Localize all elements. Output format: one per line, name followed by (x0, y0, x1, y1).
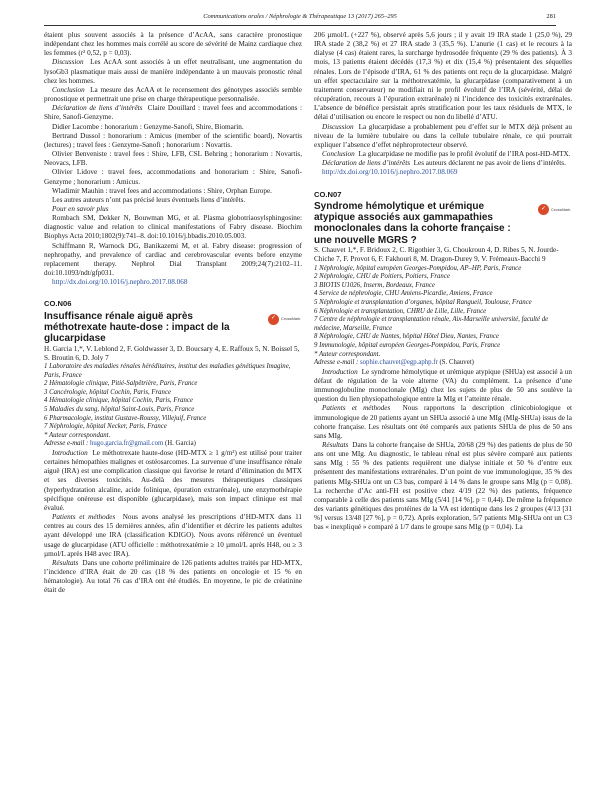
section-label: Discussion (52, 58, 84, 67)
section-label: Introduction (322, 367, 358, 376)
crossmark-icon: ✓ (268, 314, 279, 325)
decl-line: Bertrand Dussol : honorarium : Amicus (member of the scientific board), Novartis (lectures) ; travel fees : Genzyme-Sanofi ; honorarium : Novartis. (44, 131, 302, 149)
affiliation: 4 Hématologie clinique, hôpital Cochin, Paris, France (44, 397, 193, 405)
section-label: Résultats (52, 558, 79, 567)
affiliation: 6 Pharmacologie, institut Gustave-Roussy, Villejuif, France (44, 414, 207, 422)
header-rule (44, 25, 556, 26)
author-list: H. Garcia 1,*, V. Leblond 2, F. Goldwasser 3, D. Boucsary 4, E. Raffoux 5, N. Boissel 5, S. Broutin 6, D. Joly 7 (44, 344, 300, 362)
affiliation: 5 Maladies du sang, hôpital Saint-Louis, Paris, France (44, 406, 195, 414)
affiliation: 1 Néphrologie, hôpital européen Georges-Pompidou, AP–HP, Paris, France (314, 264, 522, 272)
paragraph: Patients et méthodes Nous avons analysé les prescriptions d’HD-MTX dans 11 centres au cours des 15 dernières années, afin d’identifier et décrire les patients adultes ayant développé une IRA (classification KDIGO). Nous avons référencé un éventuel usage de glucarpidase (ATU officielle : méthotrexatémie ≥ 10 µmol/L après H48, ou ≥ 3 µmol/L après H48 avec IRA). (44, 513, 303, 558)
affiliation: * Auteur correspondant. (44, 431, 111, 439)
reference: Rombach SM, Dekker N, Bouwman MG, et al. Plasma globotriaosylsphingosine: diagnostic value and relation to clinical manifestations of Fabry disease. Biochim Biophys Acta 2010;1802(9):741–8. doi:10.1016/j.bbadis.2010.05.003. (44, 214, 302, 241)
paragraph: Conclusion La mesure des AcAA et le recensement des génotypes associés semble pronostique et permettrait une prise en charge thérapeutique personnalisée. (44, 85, 302, 104)
paragraph: Résultats Dans la cohorte française de SHUa, 20/68 (29 %) des patients de plus de 50 ans ont une MIg. Au diagnostic, le tableau rénal est plus sévère comparé aux patients sans MIg : 55 % des patients requièrent une dialyse initiale et 50 % d’entre eux présentent des manifestations extrarénales. D’un point de vue immunologique, 35 % des patients MIg-SHUa ont un C3 bas, comparé à 14 % dans le groupe sans MIg (p = 0,08). La recherche d’Ac anti-FH est positive chez 4/19 (22 %) des patients, fréquence comparable à celle des patients sans MIg (5/41 [14 %], p = 0,44). De même la fréquence des variants génétiques des protéines de la VA est identique dans les 2 groupes (4/13 [31 %] versus 13/48 [27 %], p = 0,72). Après exploration, 5/7 patients MIg-SHUa ont un C3 bas « inexpliqué » comparé à 1/7 dans le groupe sans MIg (p = 0,04). La (314, 440, 573, 532)
section-label: Résultats (322, 440, 349, 449)
paragraph: étaient plus souvent associés à la présence d’AcAA, sans caractère pronostique indépendant chez les hommes mais corrélé au score de sévérité de Mainz cardiaque chez les femmes (r² 0,52, p = 0,03). (44, 31, 302, 58)
affiliation: * Auteur correspondant. (314, 350, 381, 358)
crossmark-label: CrossMark (281, 316, 301, 322)
crossmark-label: CrossMark (551, 206, 571, 212)
affiliation: 2 Hématologie clinique, Pitié-Salpêtrière, Paris, France (44, 380, 198, 388)
page-number: 281 (546, 13, 556, 20)
author-list: S. Chauvet 1,*, F. Bridoux 2, C. Rigothier 3, G. Choukroun 4, D. Ribes 5, N. Jourde-Chiche 7, F. Provot 6, F. Fakhouri 8, M. Dragon-Durey 9, V. Frémeaux-Bacchi 9 (314, 246, 559, 264)
paragraph: 206 µmol/L (+227 %), observé après 5,6 jours ; il y avait 19 IRA stade 1 (25,0 %), 29 IRA stade 2 (38,2 %) et 27 IRA stade 3 (35,5 %). L’anurie (1 cas) et le recours à la dialyse (4 cas) étaient rares, la surcharge hydrosodée fréquente (29 % des patients). À 3 mois, 13 patients étaient décédés (17,3 %) et dix (15,4 %) présentaient des séquelles rénales. Lors de l’épisode d’IRA, 61 % des patients ont reçu de la glucarpidase. Malgré un effet spectaculaire sur la méthotrexatémie, la glucarpidase (comparativement à un traitement conservateur) ne modifiait ni le profil évolutif de l’IRA (sévérité, délai de récupération, recours à l’épuration extrarénale) ni l’incidence des toxicités extrarénales. L’absence de bénéfice persistait après stratification pour les taux résiduels de MTX, le délai d’utilisation ou encore le respect ou non du libellé d’ATU. (314, 31, 572, 122)
journal-citation: Communications orales / Néphrologie & Thérapeutique 13 (2017) 265–295 (203, 13, 397, 20)
section-label: Patients et méthodes (322, 404, 391, 413)
paragraph: Déclaration de liens d’intérêts Les auteurs déclarent ne pas avoir de liens d’intérêts. (322, 159, 566, 168)
section-label: Conclusion (52, 85, 85, 94)
affiliation: 4 Service de néphrologie, CHU Amiens-Picardie, Amiens, France (314, 290, 493, 298)
affiliation: 7 Néphrologie, hôpital Necker, Paris, France (44, 423, 167, 431)
paragraph: Résultats Dans une cohorte préliminaire de 126 patients adultes traités par HD-MTX, l’incidence d’IRA était de 20 cas (18 % des patients en oncologie et 15 % en hématologie). Au total 76 cas d’IRA ont été étudiés. En moyenne, le pic de créatinine était de (44, 558, 303, 595)
section-label: Déclaration de liens d’intérêts (52, 104, 143, 113)
section-label: Patients et méthodes (52, 513, 116, 522)
paragraph: Conclusion La glucarpidase ne modifie pas le profil évolutif de l’IRA post-HD-MTX. (322, 150, 571, 159)
affiliation: 7 Centre de néphrologie et transplantation rénale, Aix-Marseille université, faculté de médecine, Marseille, France (314, 316, 549, 332)
affiliation: 1 Laboratoire des maladies rénales héréditaires, institut des maladies génétiques Imagine, Paris, France (44, 363, 291, 379)
abstract-code: CO.N06 (44, 299, 72, 309)
section-label: Introduction (52, 449, 88, 457)
decl-line: Didier Lacombe : honorarium : Genzyme-Sanofi, Shire, Biomarin. (52, 122, 244, 131)
running-header (44, 13, 556, 25)
affiliation: 8 Néphrologie, CHU de Nantes, hôpital Hôtel Dieu, Nantes, France (314, 333, 499, 341)
abstract-title: Insuffisance rénale aiguë après méthotrexate haute-dose : impact de la glucarpidase (44, 310, 230, 345)
affiliation: 2 Néphrologie, CHU de Poitiers, Poitiers, France (314, 273, 450, 281)
email-link[interactable]: sophie.chauvet@egp.aphp.fr (360, 359, 438, 367)
paragraph: Patients et méthodes Nous rapportons la description clinicobiologique et immunologique de 20 patients ayant un SHUa associé à une MIg (MIg-SHUa) issus de la cohorte française. Les résultats ont été comparés aux patients SHUa de plus de 50 ans sans MIg. (314, 404, 573, 440)
paragraph: Discussion La glucarpidase a probablement peu d’effet sur le MTX déjà présent au niveau de la lumière tubulaire ou dans la cellule tubulaire rénale, ce qui pourrait expliquer l’absence d’effet néphroprotecteur observé. (314, 122, 572, 149)
crossmark-icon: ✓ (538, 204, 549, 215)
decl-line: Olivier Benveniste : travel fees : Shire, LFB, CSL Behring ; honorarium : Novartis, Neovacs, LFB. (44, 150, 302, 168)
abstract-title: Syndrome hémolytique et urémique atypique associés aux gammapathies monoclonales dans la cohorte française : une nouvelle MGRS ? (314, 200, 511, 246)
section-label: Discussion (322, 122, 354, 131)
email-line: Adresse e-mail : sophie.chauvet@egp.aphp.fr (S. Chauvet) (314, 359, 474, 367)
further-reading-label: Pour en savoir plus (52, 204, 109, 213)
decl-line: Les autres auteurs n’ont pas précisé leurs éventuels liens d’intérêts. (52, 195, 246, 204)
affiliation: 3 Cancérologie, hôpital Cochin, Paris, France (44, 388, 171, 396)
right-column (314, 31, 572, 533)
crossmark-badge[interactable] (538, 203, 572, 216)
left-column (44, 31, 302, 596)
paragraph: Introduction Le méthotrexate haute-dose (HD-MTX ≥ 1 g/m²) est utilisé pour traiter certaines hémopathies malignes et ostéosarcomes. La survenue d’une insuffisance rénale aiguë (IRA) est une complication classique qui favorise le retard d’élimination du MTX et ses diverses toxicités. Au-delà des mesures thérapeutiques classiques (hyperhydratation alcaline, acide folinique, épuration extrarénale), une enzymothérapie spécifique onéreuse est disponible (glucarpidase), mais son impact clinique est mal évalué. (44, 449, 303, 512)
section-label: Déclaration de liens d’intérêts (322, 159, 411, 168)
paragraph: Déclaration de liens d’intérêts Claire Douillard : travel fees and accommodations : Shire, Sanofi-Genzyme. (44, 104, 303, 122)
section-label: Conclusion (322, 150, 355, 159)
decl-line: Wladimir Mauhin : travel fees and accommodations : Shire, Orphan Europe. (52, 186, 272, 195)
affiliation: 5 Néphrologie et transplantation d’organes, hôpital Rangueil, Toulouse, France (314, 298, 532, 306)
email-link[interactable]: hugo.garcia.fr@gmail.com (90, 440, 164, 448)
decl-line: Olivier Lidove : travel fees, accommodations and honorarium : Shire, Sanofi-Genzyme ; honorarium : Amicus. (44, 168, 302, 186)
doi-link[interactable]: http://dx.doi.org/10.1016/j.nephro.2017.08.069 (322, 168, 458, 177)
paragraph: Introduction Le syndrome hémolytique et urémique atypique (SHUa) est associé à un défaut de régulation de la voie alterne (VA) du complément. La présence d’une immunoglobuline monoclonale (MIg) chez les sujets de plus de 50 ans soulève la question du lien physiopathologique entre la MIg et l’atteinte rénale. (314, 367, 572, 404)
affiliation: 9 Immunologie, hôpital européen Georges-Pompidou, Paris, France (314, 341, 501, 349)
reference: Schiffmann R, Warnock DG, Banikazemi M, et al. Fabry disease: progression of nephropathy, and prevalence of cardiac and cerebrovascular events before enzyme replacement therapy. Nephrol Dial Transplant 2009;24(7):2102–11. doi:10.1093/ndt/gfp031. (44, 241, 302, 278)
doi-link[interactable]: http://dx.doi.org/10.1016/j.nephro.2017.08.068 (52, 278, 188, 287)
abstract-code: CO.N07 (314, 189, 342, 199)
paragraph: Discussion Les AcAA sont associés à un effet neutralisant, une augmentation du lysoGb3 plasmatique mais aussi de manière indépendante à un mauvais pronostic rénal chez les hommes. (44, 58, 303, 85)
email-line: Adresse e-mail : hugo.garcia.fr@gmail.com (H. Garcia) (44, 440, 196, 448)
crossmark-badge[interactable] (268, 313, 302, 326)
affiliation: 6 Néphrologie et transplantation, CHRU de Lille, Lille, France (314, 307, 487, 315)
affiliation: 3 BIOTIS U1026, Inserm, Bordeaux, France (314, 281, 435, 289)
